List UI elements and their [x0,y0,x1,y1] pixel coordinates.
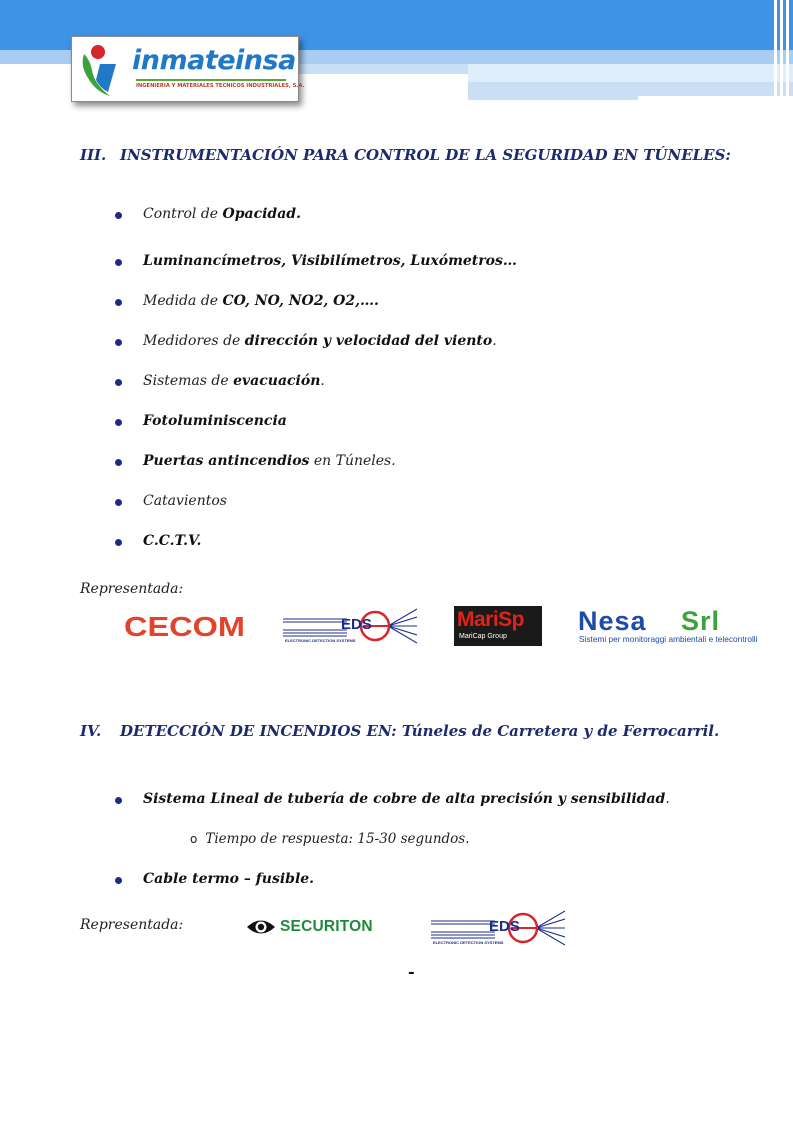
cecom-logo [124,612,246,640]
eds-logo-subtext: ELECTRONIC DETECTION SYSTEMS [285,638,356,643]
sub-item-text: Tiempo de respuesta: 15-30 segundos. [205,831,470,847]
logo-tagline: INGENIERIA Y MATERIALES TECNICOS INDUSTRIALES, S.A. [136,83,305,89]
marisp-logo [454,606,542,646]
eds-logo [431,909,565,947]
eds-logo-text: EDS [341,616,372,633]
cecom-logo-text: CECOM [124,612,245,640]
list-item [115,206,301,222]
list-item [115,253,517,269]
list-item-text: Medidores de dirección y velocidad del viento. [143,333,497,349]
logo-mark-icon [76,40,132,98]
list-item [115,533,201,549]
list-item [115,791,670,807]
bullet-dot-icon [115,539,122,546]
bullet-dot-icon [115,419,122,426]
list-item [115,871,314,887]
securiton-logo [246,915,392,939]
bullet-dot-icon [115,299,122,306]
eds-logo [283,607,417,645]
logo-name: inmateinsa [132,45,296,76]
section-3-heading [80,145,741,165]
section-title: DETECCIÓN DE INCENDIOS EN: Túneles de Carretera y de Ferrocarril. [120,722,720,740]
list-item-text: Luminancímetros, Visibilímetros, Luxómetros… [143,253,517,269]
sub-list-item [190,831,470,847]
bullet-dot-icon [115,459,122,466]
list-item-text: C.C.T.V. [143,533,202,549]
list-item [115,333,497,349]
nesa-logo [577,606,759,645]
section-number: III. [80,146,107,164]
list-item-text: Fotoluminiscencia [143,413,287,429]
list-item [115,453,396,469]
sub-bullet-marker: o [190,832,198,846]
section-title: INSTRUMENTACIÓN PARA CONTROL DE LA SEGURIDAD EN TÚNELES: [120,146,731,164]
marisp-logo-subtext: MariCap Group [459,633,507,640]
bullet-dot-icon [115,379,122,386]
nesa-logo-srl: Srl [681,606,721,636]
list-item [115,293,379,309]
bullet-dot-icon [115,212,122,219]
bullet-dot-icon [115,797,122,804]
eye-icon [246,916,276,938]
list-item-text: Catavientos [143,493,227,509]
section-4-heading [80,721,741,741]
header-stripe [468,64,793,82]
list-item [115,413,287,429]
list-item [115,493,227,509]
list-item-text: Medida de CO, NO, NO2, O2,…. [143,293,379,309]
footer-dash: - [408,962,415,981]
eds-logo-subtext: ELECTRONIC DETECTION SYSTEMS [433,940,504,945]
marisp-logo-text: MariSp [457,608,525,631]
list-item-text: Sistemas de evacuación. [143,373,325,389]
logo-underline [136,79,286,81]
bullet-dot-icon [115,339,122,346]
bullet-dot-icon [115,259,122,266]
list-item-text: Puertas antincendios en Túneles. [143,453,396,469]
list-item [115,373,325,389]
section-number: IV. [80,722,102,740]
nesa-logo-subtext: Sistemi per monitoraggi ambientali e telecontrolli [579,634,758,644]
list-item-text: Control de Opacidad. [143,206,301,222]
list-item-text: Sistema Lineal de tubería de cobre de alta precisión y sensibilidad. [143,791,670,807]
represented-label: Representada: [80,581,184,597]
bullet-dot-icon [115,877,122,884]
nesa-logo-text: Nesa [578,606,647,636]
header-bars [770,0,793,100]
bullet-dot-icon [115,499,122,506]
eds-logo-text: EDS [489,918,520,935]
company-logo [71,36,305,102]
represented-label: Representada: [80,917,184,933]
securiton-logo-text: SECURITON [280,918,373,935]
list-item-text: Cable termo – fusible. [143,871,315,887]
